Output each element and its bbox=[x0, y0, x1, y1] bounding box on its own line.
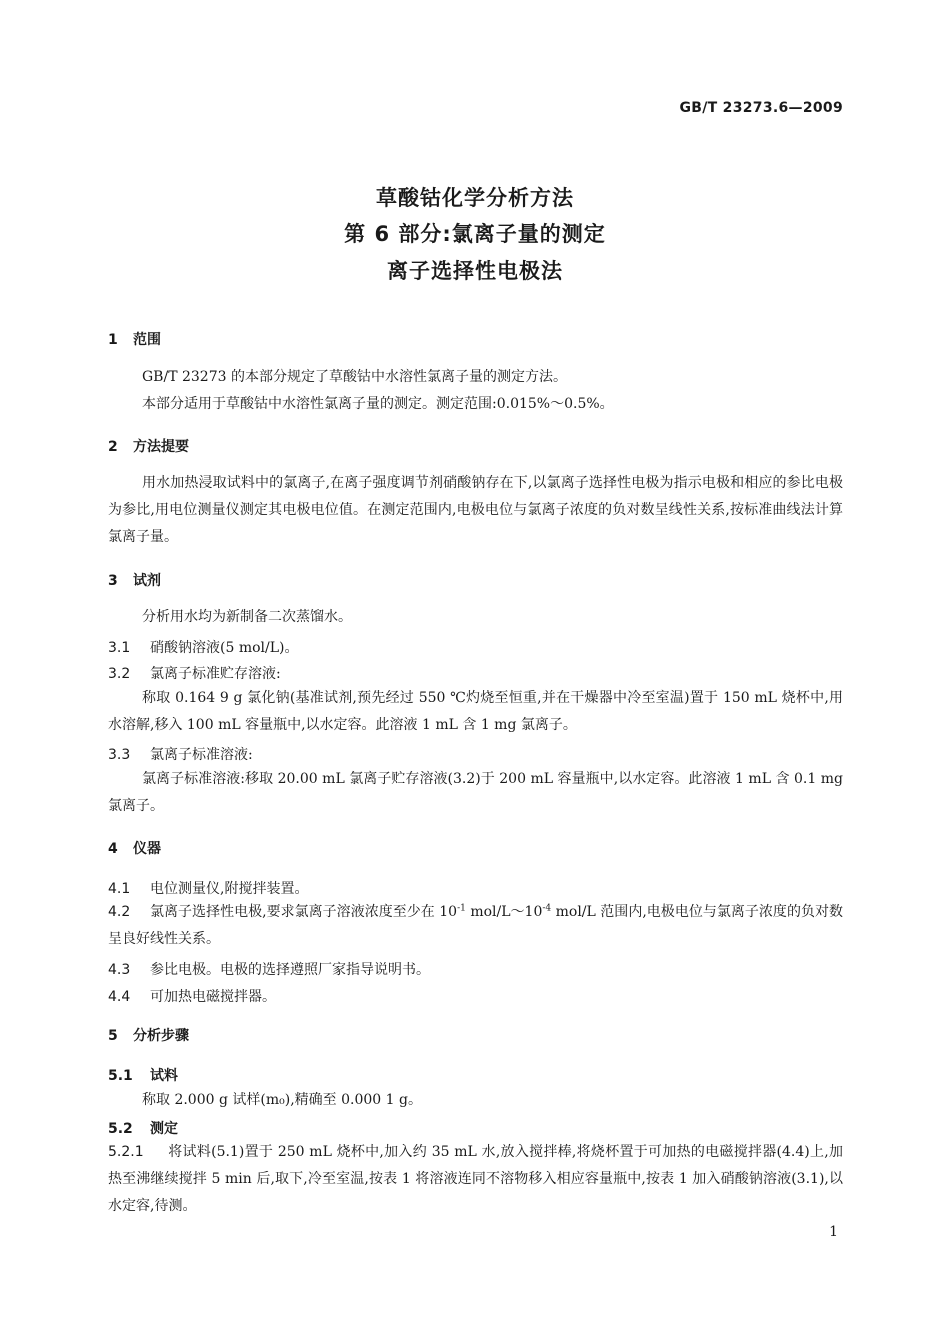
clause-number: 4.3 bbox=[108, 962, 131, 978]
standard-number: GB/T 23273.6—2009 bbox=[679, 100, 843, 116]
section-5-heading bbox=[108, 1025, 189, 1045]
clause-text: 参比电极。电极的选择遵照厂家指导说明书。 bbox=[150, 962, 430, 978]
clause-5-1 bbox=[108, 1065, 178, 1085]
section-number: 2 bbox=[108, 439, 118, 455]
clause-title: 测定 bbox=[150, 1121, 178, 1137]
paragraph: 用水加热浸取试料中的氯离子,在离子强度调节剂硝酸钠存在下,以氯离子选择性电极为指示电极和相应的参比电极为参比,用电位测量仪测定其电极电位值。在测定范围内,电极电位与氯离子浓度的负对数呈线性关系,按标准曲线法计算氯离子量。 bbox=[108, 475, 843, 545]
section-title: 方法提要 bbox=[133, 439, 189, 455]
clause-4-3 bbox=[108, 959, 430, 979]
clause-text: mol/L 范围内,电极电位与氯离子浓度的负对数呈良好线性关系。 bbox=[108, 904, 843, 947]
clause-4-1 bbox=[108, 878, 308, 898]
section-title: 仪器 bbox=[133, 841, 161, 857]
section-number: 4 bbox=[108, 841, 118, 857]
paragraph: 分析用水均为新制备二次蒸馏水。 bbox=[142, 609, 352, 625]
paragraph: 本部分适用于草酸钴中水溶性氯离子量的测定。测定范围:0.015%～0.5%。 bbox=[142, 396, 614, 412]
clause-3-1 bbox=[108, 637, 298, 657]
clause-text: mol/L～10 bbox=[465, 904, 543, 920]
clause-text: 可加热电磁搅拌器。 bbox=[150, 989, 276, 1005]
clause-text: 氯离子标准溶液: bbox=[150, 747, 253, 763]
clause-number: 3.1 bbox=[108, 640, 131, 656]
clause-text: 硝酸钠溶液(5 mol/L)。 bbox=[150, 640, 299, 656]
section-title: 范围 bbox=[133, 332, 161, 348]
clause-text: 氯离子选择性电极,要求氯离子溶液浓度至少在 10 bbox=[150, 904, 458, 920]
clause-number: 5.2.1 bbox=[108, 1144, 144, 1160]
title-line-1: 草酸钴化学分析方法 bbox=[376, 186, 574, 210]
clause-title: 试料 bbox=[150, 1068, 178, 1084]
section-2-heading bbox=[108, 436, 189, 456]
clause-3-2 bbox=[108, 663, 281, 683]
page-number: 1 bbox=[829, 1224, 838, 1240]
clause-text: 电位测量仪,附搅拌装置。 bbox=[150, 881, 309, 897]
paragraph: GB/T 23273 的本部分规定了草酸钴中水溶性氯离子量的测定方法。 bbox=[142, 369, 567, 385]
clause-3-3 bbox=[108, 744, 253, 764]
clause-text: 将试料(5.1)置于 250 mL 烧杯中,加入约 35 mL 水,放入搅拌棒,将烧杯置于可加热的电磁搅拌器(4.4)上,加热至沸继续搅拌 5 min 后,取下,冷至室温,按表 1 将溶液连同不溶物移入相应容量瓶中,按表 1 加入硝酸钠溶液(3.1),以水定容,待测。 bbox=[108, 1144, 843, 1214]
clause-number: 5.2 bbox=[108, 1121, 133, 1137]
section-number: 3 bbox=[108, 573, 118, 589]
section-number: 1 bbox=[108, 332, 118, 348]
section-number: 5 bbox=[108, 1028, 118, 1044]
clause-5-2 bbox=[108, 1118, 178, 1138]
paragraph: 称取 2.000 g 试样(m₀),精确至 0.000 1 g。 bbox=[142, 1092, 422, 1108]
section-3-heading bbox=[108, 570, 161, 590]
title-line-3: 离子选择性电极法 bbox=[387, 259, 563, 283]
clause-text: 氯离子标准贮存溶液: bbox=[150, 666, 281, 682]
clause-number: 3.3 bbox=[108, 747, 131, 763]
exponent: -4 bbox=[542, 903, 552, 914]
exponent: -1 bbox=[457, 903, 466, 914]
paragraph: 称取 0.164 9 g 氯化钠(基准试剂,预先经过 550 ℃灼烧至恒重,并在干燥器中冷至室温)置于 150 mL 烧杯中,用水溶解,移入 100 mL 容量瓶中,以水定容。此溶液 1 mL 含 1 mg 氯离子。 bbox=[108, 690, 843, 733]
clause-5-2-1 bbox=[108, 1139, 843, 1220]
paragraph: 氯离子标准溶液:移取 20.00 mL 氯离子贮存溶液(3.2)于 200 mL 容量瓶中,以水定容。此溶液 1 mL 含 0.1 mg 氯离子。 bbox=[108, 771, 843, 814]
clause-number: 5.1 bbox=[108, 1068, 133, 1084]
clause-4-4 bbox=[108, 986, 276, 1006]
clause-4-2 bbox=[108, 899, 843, 953]
clause-number: 4.2 bbox=[108, 904, 131, 920]
clause-number: 4.1 bbox=[108, 881, 131, 897]
section-title: 试剂 bbox=[133, 573, 161, 589]
section-1-heading bbox=[108, 329, 161, 349]
title-line-2: 第 6 部分:氯离子量的测定 bbox=[344, 222, 606, 246]
clause-number: 4.4 bbox=[108, 989, 131, 1005]
section-4-heading bbox=[108, 838, 161, 858]
clause-number: 3.2 bbox=[108, 666, 131, 682]
section-title: 分析步骤 bbox=[133, 1028, 189, 1044]
